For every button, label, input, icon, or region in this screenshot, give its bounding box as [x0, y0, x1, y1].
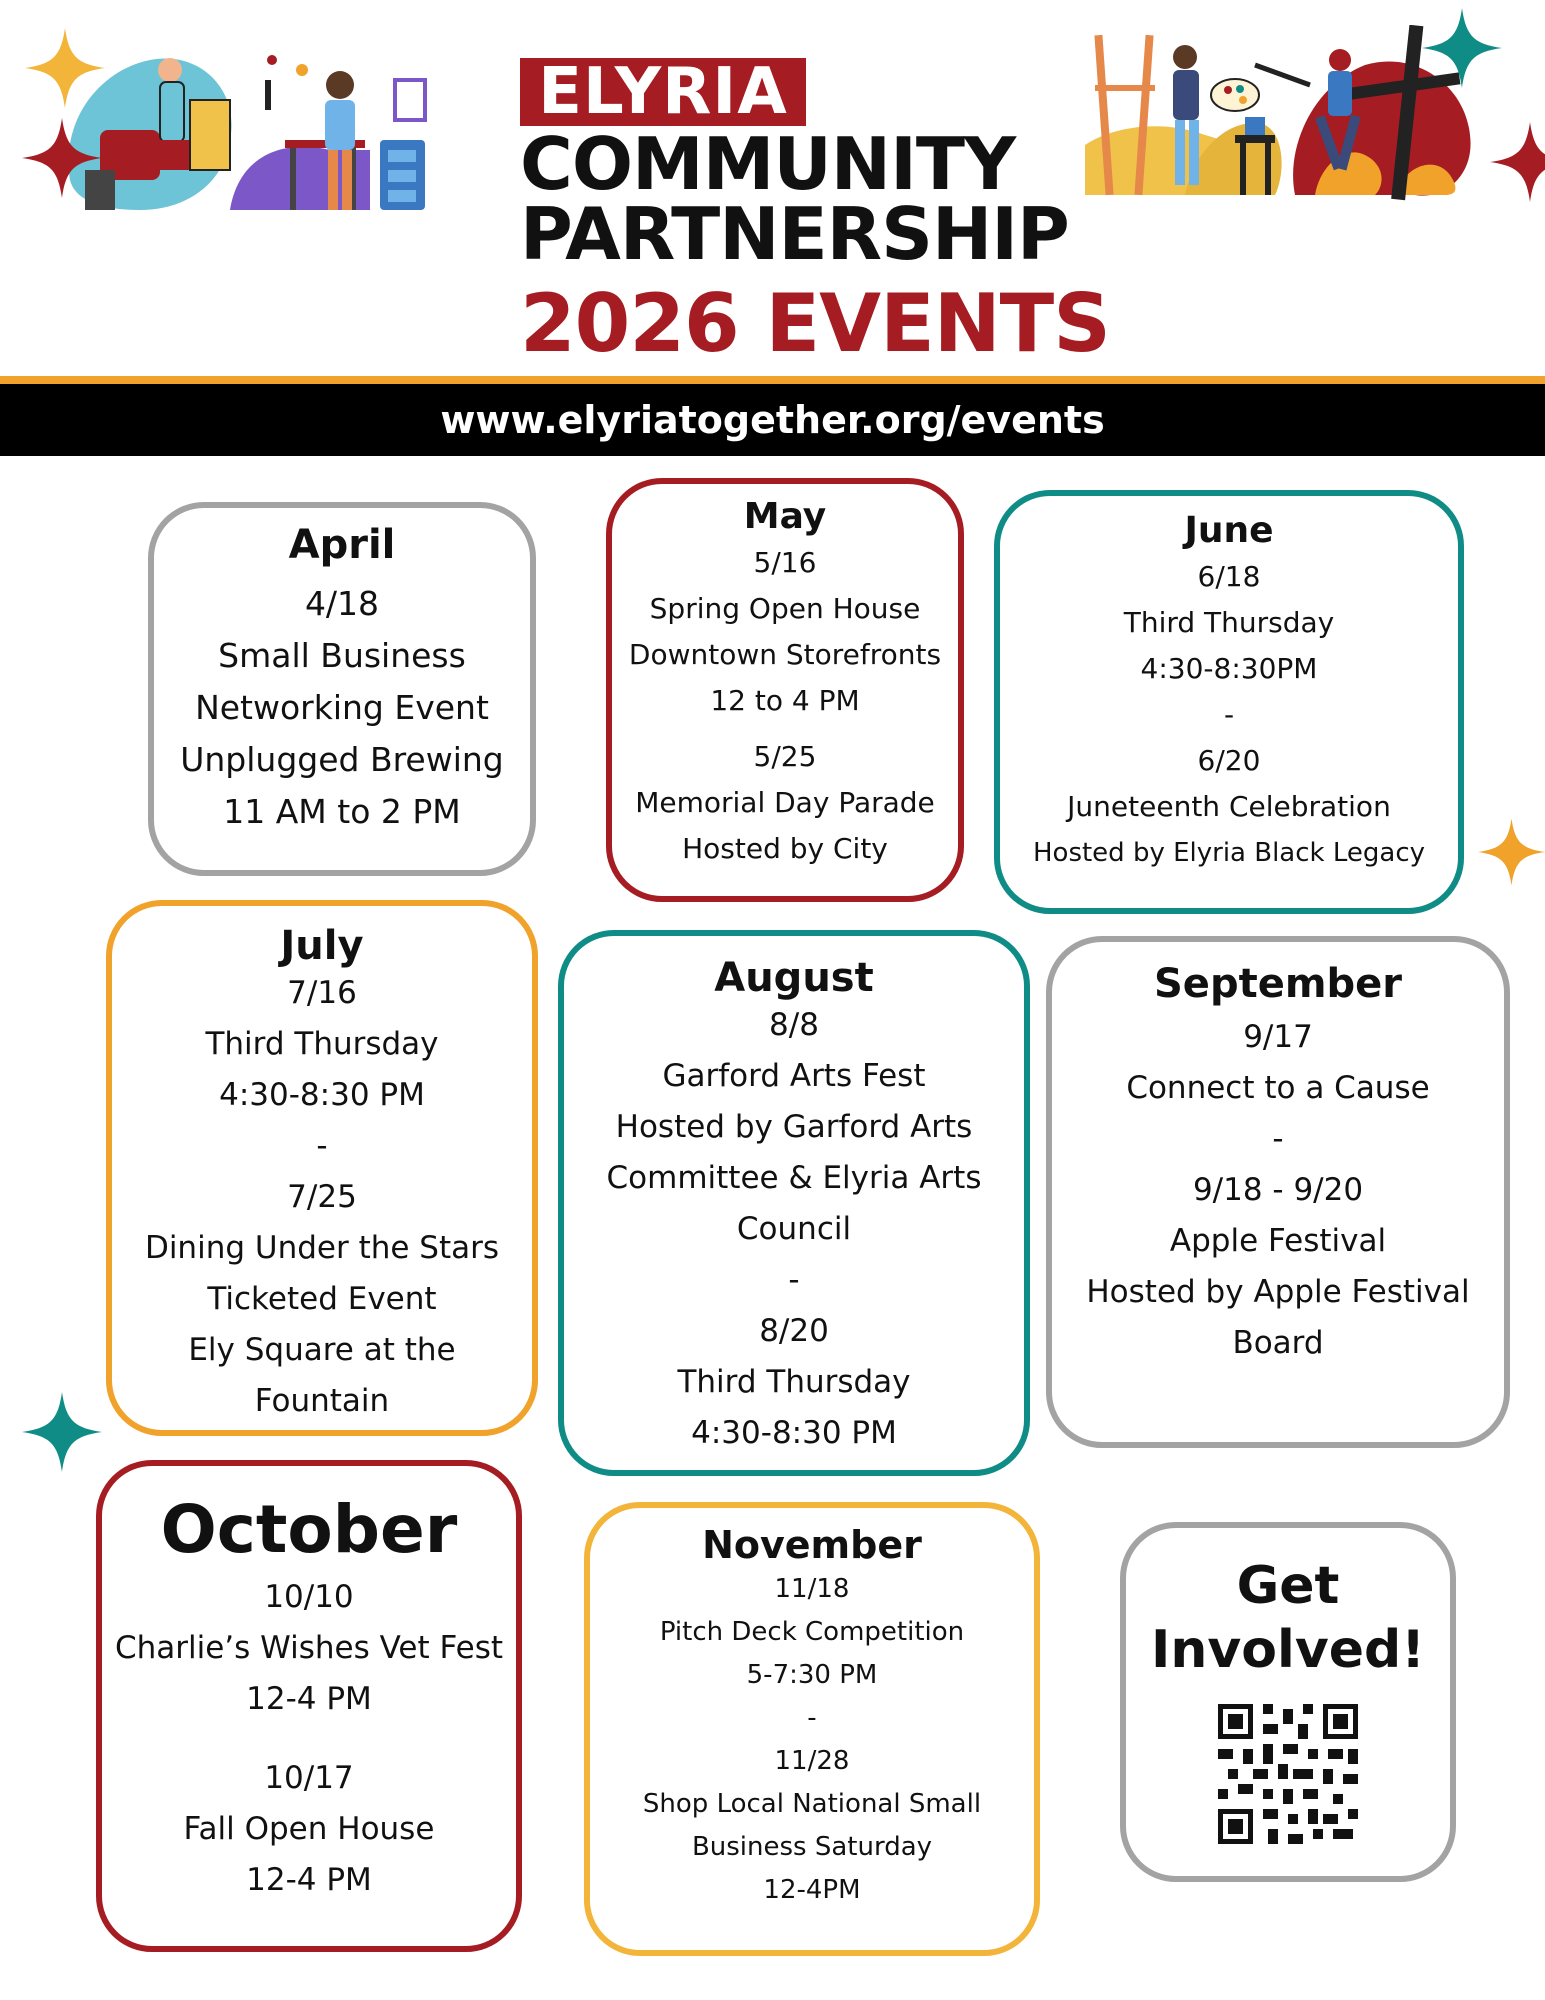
event-date: 9/18 - 9/20 — [1192, 1172, 1364, 1208]
get-involved-heading: Get — [1236, 1556, 1340, 1616]
event-date: 7/25 — [287, 1179, 357, 1215]
event-host: Council — [736, 1211, 852, 1247]
event-name: Charlie’s Wishes Vet Fest — [114, 1630, 504, 1666]
sparkle-icon — [22, 118, 102, 198]
month-title: September — [1154, 961, 1402, 1007]
separator: - — [316, 1128, 328, 1164]
event-name: Spring Open House — [649, 592, 921, 625]
event-host: Hosted by Garford Arts — [615, 1109, 973, 1145]
event-date: 9/17 — [1243, 1019, 1313, 1055]
event-card-november — [584, 1502, 1040, 1956]
event-name: Small Business — [218, 636, 466, 675]
event-date: 10/17 — [264, 1760, 354, 1796]
event-name: Dining Under the Stars — [144, 1230, 500, 1266]
get-involved-heading: Involved! — [1151, 1620, 1425, 1680]
event-time: 12-4 PM — [246, 1862, 372, 1898]
event-location: Unplugged Brewing — [180, 740, 504, 779]
event-location: Downtown Storefronts — [628, 638, 942, 671]
separator: - — [788, 1262, 800, 1298]
event-time: 12 to 4 PM — [710, 684, 860, 717]
sparkle-icon — [25, 28, 105, 108]
event-date: 6/18 — [1197, 560, 1261, 593]
event-time: 5-7:30 PM — [746, 1660, 878, 1690]
month-title: June — [1184, 510, 1274, 551]
event-location: Fountain — [254, 1383, 390, 1419]
sparkle-icon — [1422, 8, 1502, 88]
event-name: Networking Event — [195, 688, 489, 727]
event-date: 7/16 — [287, 975, 357, 1011]
event-time: 11 AM to 2 PM — [223, 792, 461, 831]
event-host: Committee & Elyria Arts — [606, 1160, 982, 1196]
header-divider — [0, 376, 1545, 384]
month-title: October — [160, 1491, 458, 1568]
event-card-july — [106, 900, 538, 1436]
event-name: Fall Open House — [183, 1811, 435, 1847]
qr-code-icon[interactable] — [1218, 1704, 1358, 1844]
month-title: May — [743, 496, 827, 537]
event-host: Hosted by Apple Festival — [1086, 1274, 1470, 1310]
event-name: Juneteenth Celebration — [1067, 790, 1391, 823]
separator: - — [1223, 698, 1235, 731]
month-title: November — [702, 1523, 922, 1567]
event-name: Business Saturday — [691, 1832, 933, 1862]
sparkle-icon — [1490, 122, 1545, 202]
event-date: 4/18 — [304, 584, 380, 623]
event-date: 8/20 — [759, 1313, 829, 1349]
event-host: Hosted by Elyria Black Legacy — [1032, 838, 1426, 868]
event-date: 5/16 — [753, 546, 817, 579]
title-community: COMMUNITY — [520, 122, 1016, 206]
event-time: 4:30-8:30 PM — [691, 1415, 897, 1451]
title-partnership: PARTNERSHIP — [520, 192, 1069, 276]
event-host: Board — [1232, 1325, 1324, 1361]
month-title: April — [288, 522, 396, 568]
event-date: 6/20 — [1197, 744, 1261, 777]
event-time: 4:30-8:30 PM — [219, 1077, 425, 1113]
event-name: Memorial Day Parade — [635, 786, 935, 819]
page-title-events: 2026 EVENTS — [520, 277, 1110, 370]
event-card-may — [606, 478, 964, 902]
month-title: August — [714, 955, 874, 1001]
event-name: Third Thursday — [677, 1364, 911, 1400]
event-card-september — [1046, 936, 1510, 1448]
brand-logo-text: ELYRIA — [520, 58, 806, 126]
events-url-link[interactable]: www.elyriatogether.org/events — [0, 384, 1545, 456]
event-host: Hosted by City — [682, 832, 888, 865]
get-involved-card[interactable] — [1120, 1522, 1456, 1882]
event-card-august — [558, 930, 1030, 1476]
event-note: Ticketed Event — [207, 1281, 437, 1317]
event-card-april — [148, 502, 536, 876]
event-time: 12-4 PM — [246, 1681, 372, 1717]
event-name: Apple Festival — [1169, 1223, 1387, 1259]
event-card-october — [96, 1460, 522, 1952]
separator: - — [1272, 1121, 1284, 1157]
event-name: Pitch Deck Competition — [659, 1617, 965, 1647]
event-date: 8/8 — [769, 1007, 819, 1043]
event-date: 5/25 — [753, 740, 817, 773]
event-time: 12-4PM — [763, 1875, 861, 1905]
event-date: 10/10 — [264, 1579, 354, 1615]
event-name: Connect to a Cause — [1126, 1070, 1430, 1106]
event-name: Third Thursday — [1123, 606, 1335, 639]
event-date: 11/18 — [774, 1574, 850, 1604]
event-name: Third Thursday — [205, 1026, 439, 1062]
separator: - — [807, 1703, 817, 1733]
month-title: July — [280, 923, 364, 969]
sparkle-icon — [22, 1392, 102, 1472]
sparkle-icon — [1478, 812, 1545, 892]
event-time: 4:30-8:30PM — [1140, 652, 1318, 685]
event-date: 11/28 — [774, 1746, 850, 1776]
event-card-june — [994, 490, 1464, 914]
event-name: Shop Local National Small — [642, 1789, 982, 1819]
event-location: Ely Square at the — [188, 1332, 456, 1368]
event-name: Garford Arts Fest — [662, 1058, 926, 1094]
